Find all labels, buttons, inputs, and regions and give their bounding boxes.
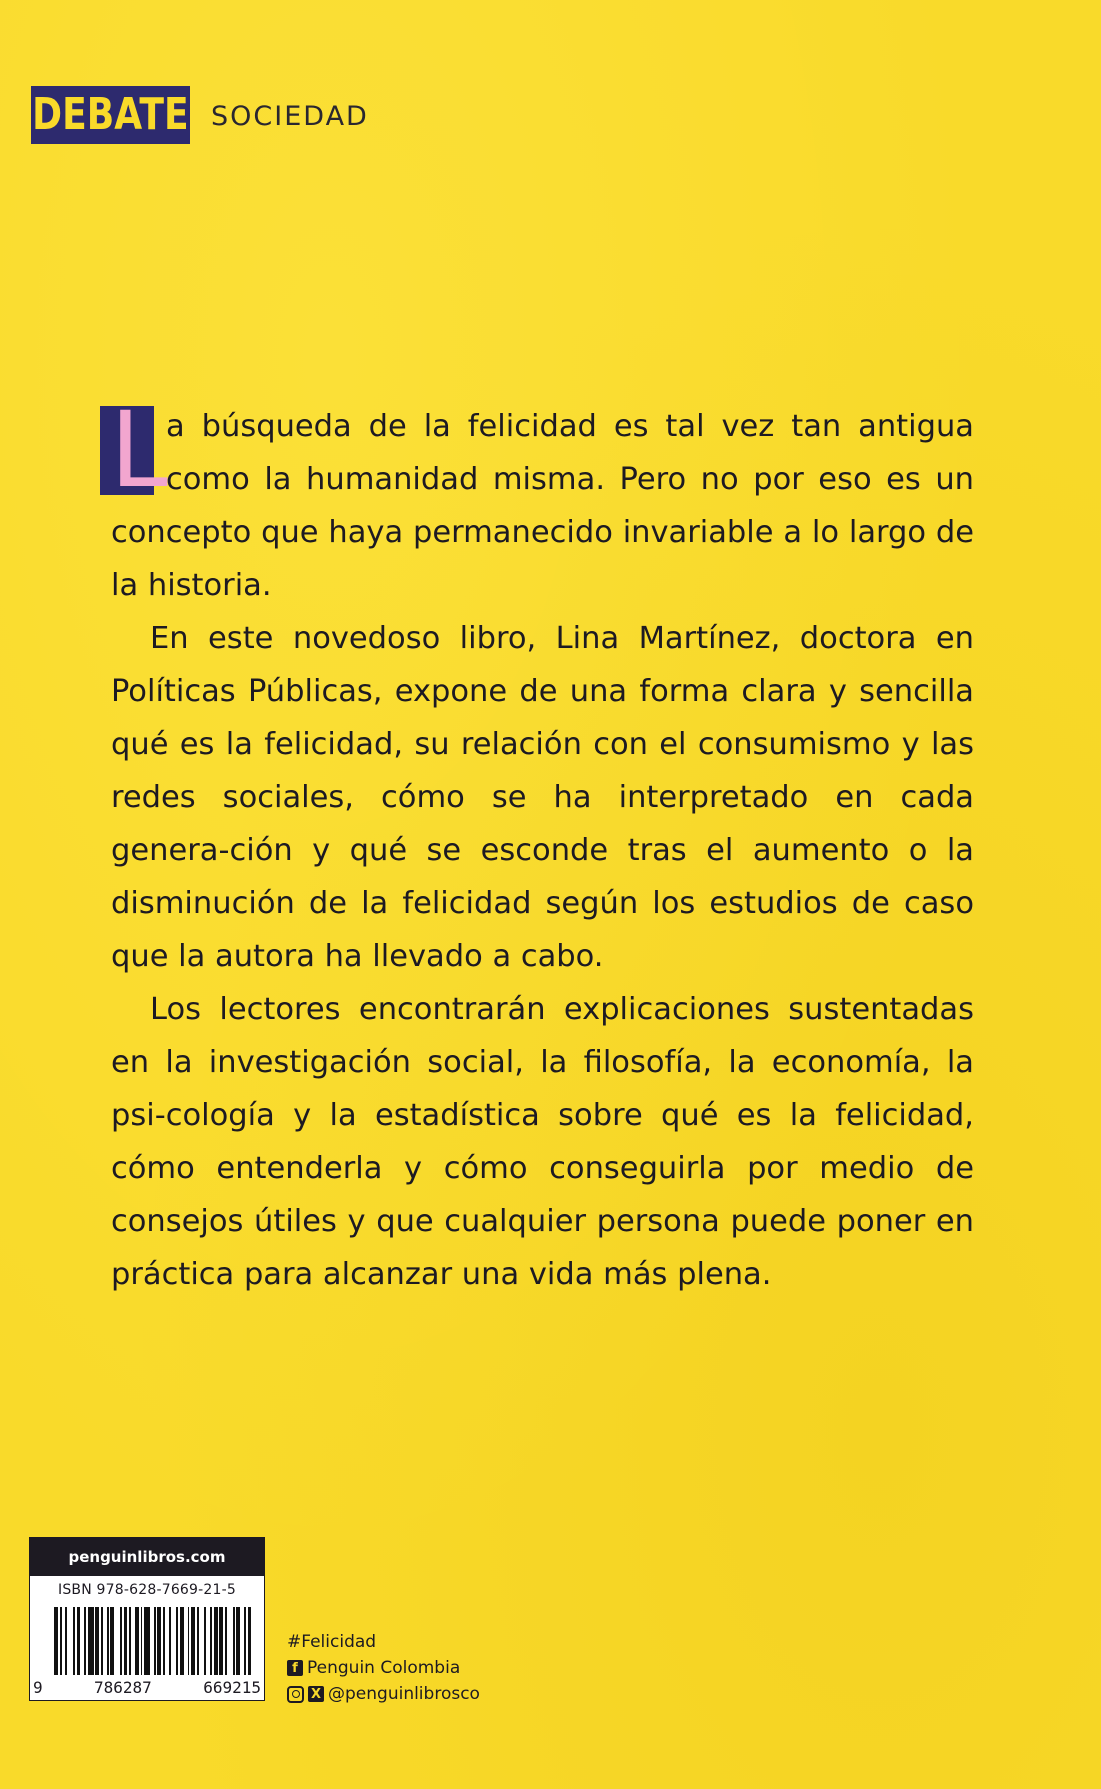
barcode-digit-first: 9	[33, 1678, 43, 1697]
barcode-digits	[32, 1678, 262, 1697]
hashtag: #Felicidad	[287, 1632, 377, 1652]
brand-text: DEBATE	[32, 89, 189, 140]
blurb-paragraph-3: Los lectores encontrarán explicaciones sustentadas en la investigación social, la filosofía, la economía, la psi-cología y la estadística sobre qué es la felicidad, cómo entenderla y cómo conseguirla por medio de consejos útiles y que cualquier persona puede poner en práctica para alcanzar una vida más plena.	[111, 992, 974, 1292]
barcode-digits-right: 669215	[203, 1678, 261, 1697]
barcode-bar	[251, 1607, 253, 1675]
barcode-digits-left: 786287	[94, 1678, 152, 1697]
social-handle: @penguinlibrosco	[328, 1684, 480, 1704]
isbn-label: ISBN 978-628-7669-21-5	[58, 1582, 236, 1598]
facebook-icon: f	[287, 1660, 303, 1676]
blurb-text	[110, 389, 974, 1301]
social-info	[287, 1629, 480, 1707]
barcode-bars	[54, 1607, 254, 1675]
debate-logo	[31, 86, 190, 144]
drop-cap-letter: L	[110, 389, 168, 511]
barcode-box	[29, 1537, 265, 1701]
x-icon: X	[308, 1686, 324, 1702]
blurb-paragraph-1-text: a búsqueda de la felicidad es tal vez tan antigua como la humanidad misma. Pero no por eso es un concepto que haya permanecido invariable a lo largo de la historia.	[111, 409, 974, 603]
blurb-paragraph-2: En este novedoso libro, Lina Martínez, doctora en Políticas Públicas, expone de una forma clara y sencilla qué es la felicidad, su relación con el consumismo y las redes sociales, cómo se ha interpretado en cada genera-ción y qué se esconde tras el aumento o la disminución de la felicidad según los estudios de caso que la autora ha llevado a cabo.	[111, 621, 974, 974]
blurb-paragraph-1	[110, 389, 974, 612]
hashtag-row	[287, 1629, 480, 1655]
instagram-icon	[287, 1686, 304, 1703]
instagram-x-row	[287, 1681, 480, 1707]
collection-label: SOCIEDAD	[211, 101, 369, 132]
website-label: penguinlibros.com	[30, 1538, 264, 1576]
drop-cap	[100, 389, 168, 511]
facebook-row	[287, 1655, 480, 1681]
facebook-name: Penguin Colombia	[307, 1658, 461, 1678]
